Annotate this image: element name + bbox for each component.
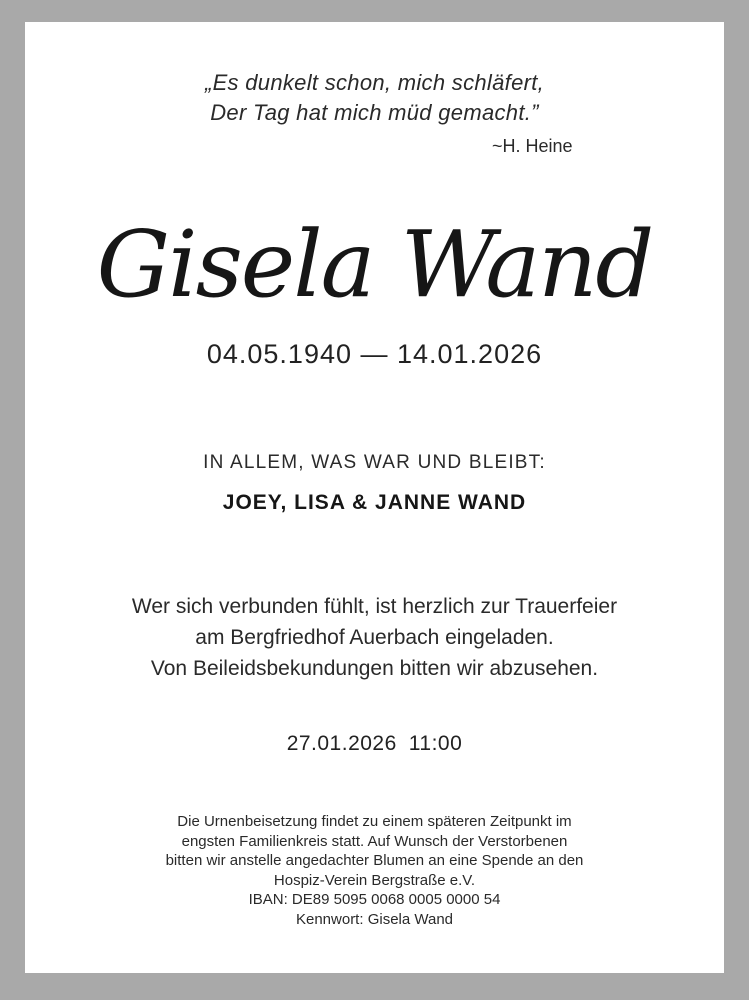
burial-and-donation-notice <box>25 812 724 929</box>
funeral-invitation <box>25 591 724 684</box>
ceremony-time: 11:00 <box>408 732 463 755</box>
footer-line-2: engsten Familienkreis statt. Auf Wunsch der Verstorbenen <box>181 832 568 850</box>
footer-line-1: Die Urnenbeisetzung findet zu einem späteren Zeitpunkt im <box>177 813 572 830</box>
ceremony-datetime <box>25 732 724 756</box>
invitation-line-1: Wer sich verbunden fühlt, ist herzlich zur Trauerfeier <box>131 595 618 618</box>
memorial-quote <box>165 68 585 157</box>
quote-attribution: ~H. Heine <box>491 136 573 156</box>
footer-keyword-line: Kennwort: Gisela Wand <box>295 910 454 928</box>
quote-line-2: Der Tag hat mich müd gemacht.” <box>210 100 539 125</box>
invitation-line-2: am Bergfriedhof Auerbach eingeladen. <box>195 626 554 649</box>
family-names: JOEY, LISA & JANNE WAND <box>222 491 527 514</box>
deceased-name: Gisela Wand <box>96 211 653 318</box>
quote-line-1: „Es dunkelt schon, mich schläfert, <box>204 70 545 95</box>
footer-line-3: bitten wir anstelle angedachter Blumen an eine Spende an den <box>165 852 584 869</box>
life-dates: 04.05.1940 — 14.01.2026 <box>206 339 543 369</box>
footer-iban-line: IBAN: DE89 5095 0068 0005 0000 54 <box>248 891 501 908</box>
ceremony-date: 27.01.2026 <box>286 732 397 755</box>
family-intro-line: IN ALLEM, WAS WAR UND BLEIBT: <box>203 452 546 473</box>
footer-line-4: Hospiz-Verein Bergstraße e.V. <box>273 871 476 889</box>
invitation-line-3: Von Beileidsbekundungen bitten wir abzusehen. <box>150 657 599 680</box>
obituary-card <box>25 22 724 973</box>
